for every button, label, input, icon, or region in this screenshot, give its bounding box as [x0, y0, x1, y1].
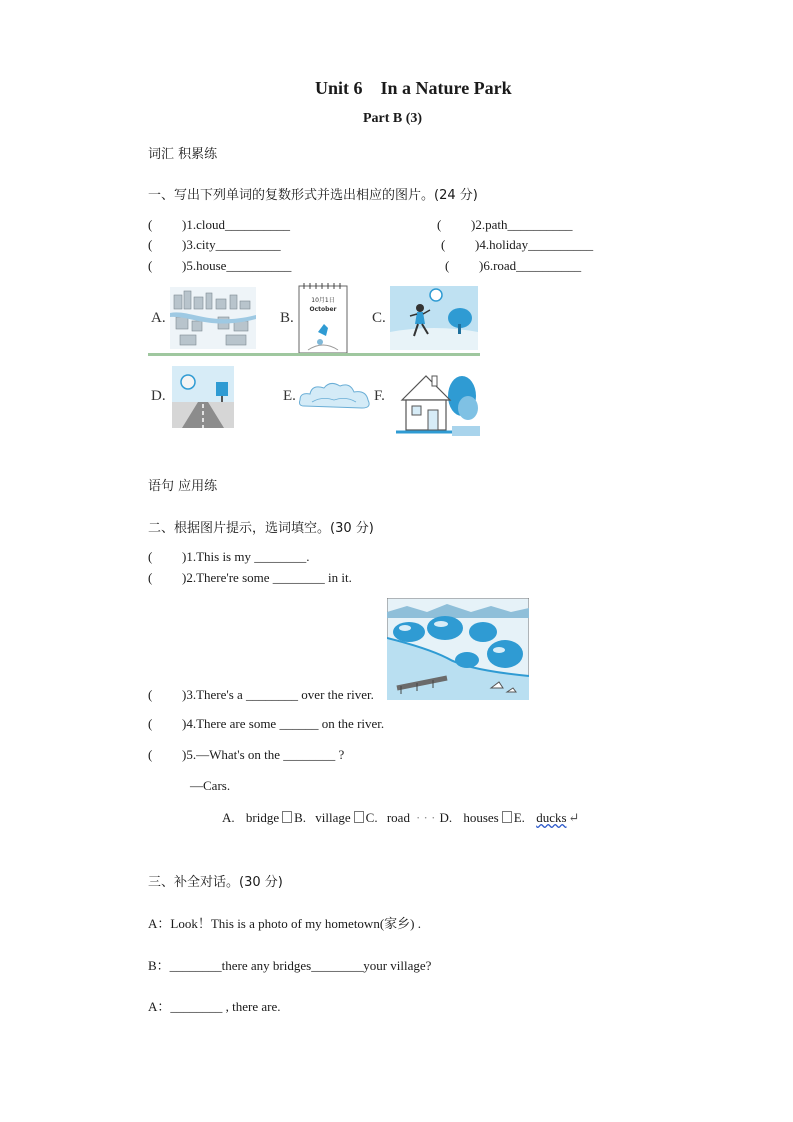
sentence-item-1: ( )1.This is my ________. [148, 549, 310, 564]
sentence-item-4: ( )4.There are some ______ on the river. [148, 716, 385, 731]
picture-letter-c: C. [372, 310, 386, 326]
dialog-line-1: A：Look！This is a photo of my hometown(家乡) . [148, 916, 421, 931]
option-e-letter: E. [513, 810, 525, 825]
picture-letter-e: E. [283, 388, 296, 404]
cloud-picture [298, 378, 372, 414]
section-label-sentence: 语句 应用练 [148, 479, 218, 494]
calendar-picture [298, 280, 348, 354]
sentence-item-3: ( )3.There's a ________ over the river. [148, 687, 374, 702]
option-b-word: village [315, 810, 351, 825]
dialog-line-2: B：________there any bridges________your village? [148, 958, 432, 973]
sentence-item-2: ( )2.There're some ________ in it. [148, 570, 352, 585]
dialog-line-3: A：________ , there are. [148, 999, 281, 1014]
road-picture [172, 366, 234, 428]
option-b-letter: B. [294, 810, 307, 825]
vocab-item-2: ( )2.path__________ [437, 217, 573, 232]
option-d-word: houses [463, 810, 499, 825]
vocab-item-3: ( )3.city__________ [148, 237, 281, 252]
answer-cars: —Cars. [190, 778, 231, 793]
picture-letter-a: A. [151, 310, 166, 326]
village-river-picture [387, 598, 529, 700]
picture-letter-b: B. [280, 310, 294, 326]
option-a-word: bridge [245, 810, 280, 825]
word-options: A. bridge B. village C. road · · · D. houses E. ducks ↵ [222, 810, 580, 825]
option-d-letter: D. [439, 810, 453, 825]
question-3-title: 三、补全对话。(30 分) [148, 875, 283, 890]
question-2-title: 二、根据图片提示，选词填空。(30 分) [148, 521, 374, 536]
page-title: Unit 6 In a Nature Park [315, 78, 512, 98]
vocab-item-1: ( )1.cloud__________ [148, 217, 290, 232]
section-label-vocab: 词汇 积累练 [148, 147, 218, 162]
option-c-word: road [386, 810, 410, 825]
option-a-letter: A. [222, 810, 235, 825]
picture-letter-f: F. [374, 388, 385, 404]
vocab-item-6: ( )6.road__________ [445, 258, 582, 273]
house-picture [396, 366, 480, 438]
calendar-month-text: October [309, 306, 337, 313]
option-e-word: ducks [536, 810, 567, 825]
sentence-item-5: ( )5.—What's on the ________ ? [148, 747, 345, 762]
calendar-date-text: 10月1日 [311, 297, 335, 304]
picture-divider [148, 353, 480, 356]
holiday-picture [390, 286, 478, 350]
city-picture [170, 287, 256, 349]
picture-letter-d: D. [151, 388, 166, 404]
page-subtitle: Part B (3) [363, 111, 423, 126]
vocab-item-4: ( )4.holiday__________ [441, 237, 594, 252]
question-1-title: 一、写出下列单词的复数形式并选出相应的图片。(24 分) [148, 188, 478, 203]
option-c-letter: C. [365, 810, 378, 825]
vocab-item-5: ( )5.house__________ [148, 258, 292, 273]
